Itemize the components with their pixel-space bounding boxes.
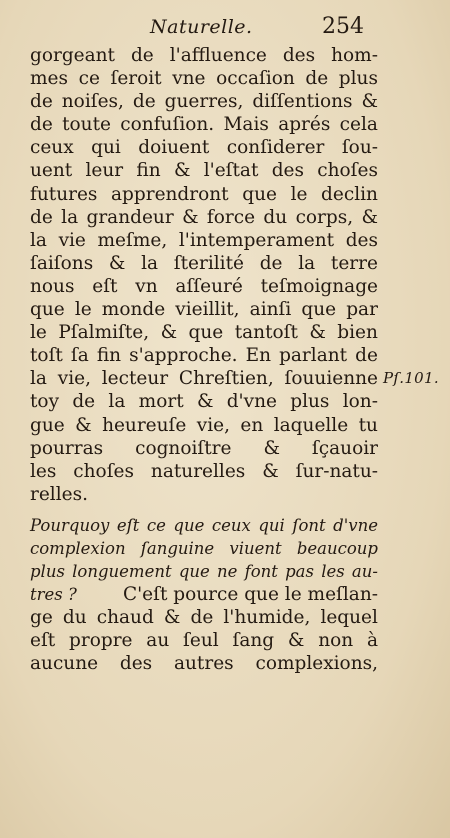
text-line: ceux qui doiuent conſiderer ſou-	[30, 137, 378, 159]
text-line: futures apprendront que le declin	[30, 183, 378, 205]
text-line: le Pſalmiſte, & que tantoſt & bien	[30, 322, 378, 344]
text-line: gorgeant de l'affluence des hom-	[30, 45, 378, 66]
page-header	[0, 14, 450, 44]
text-line: aucune des autres complexions,	[30, 653, 378, 675]
question-line: complexion ſanguine viuent beaucoup	[30, 538, 378, 558]
text-line: la vie, lecteur Chreſtien, ſouuienne	[30, 368, 378, 390]
text-line: eſt propre au ſeul ſang & non à	[30, 630, 378, 652]
text-line: la vie meſme, l'intemperament des	[30, 229, 378, 251]
question-line: Pourquoy eſt ce que ceux qui ſont d'vne	[30, 515, 378, 535]
text-line: de toute confuſion. Mais aprés cela	[30, 114, 378, 136]
text-line: nous eſt vn aſſeuré teſmoignage	[30, 275, 378, 297]
body-text	[30, 44, 378, 676]
answer-line	[30, 583, 378, 606]
page-number: 254	[322, 14, 364, 39]
text-line: que le monde vieillit, ainſi que par	[30, 299, 378, 321]
question-line: plus longuement que ne font pas les au-	[30, 562, 378, 582]
text-line: relles.	[30, 483, 88, 505]
text-line: ſaiſons & la ſterilité de la terre	[30, 252, 378, 274]
text-line: toſt ſa fin s'approche. En parlant de	[30, 345, 378, 367]
question-end: tres ?	[30, 585, 77, 605]
section-gap	[30, 506, 378, 514]
text-line: uent leur fin & l'eſtat des choſes	[30, 160, 378, 182]
text-line: ge du chaud & de l'humide, lequel	[30, 607, 378, 629]
text-line: de noiſes, de guerres, diſſentions &	[30, 91, 378, 113]
margin-reference: Pſ.101.	[383, 369, 439, 387]
text-line: mes ce ſeroit vne occaſion de plus	[30, 68, 378, 90]
text-line: toy de la mort & d'vne plus lon-	[30, 391, 378, 413]
running-title: Naturelle.	[150, 16, 253, 38]
text-line: les choſes naturelles & ſur-natu-	[30, 460, 378, 482]
text-line: pourras cognoiſtre & ſçauoir	[30, 437, 378, 459]
text-line: gue & heureuſe vie, en laquelle tu	[30, 414, 378, 436]
answer-start: C'eſt pource que le meſlan-	[122, 584, 378, 606]
text-line: de la grandeur & force du corps, &	[30, 206, 378, 228]
